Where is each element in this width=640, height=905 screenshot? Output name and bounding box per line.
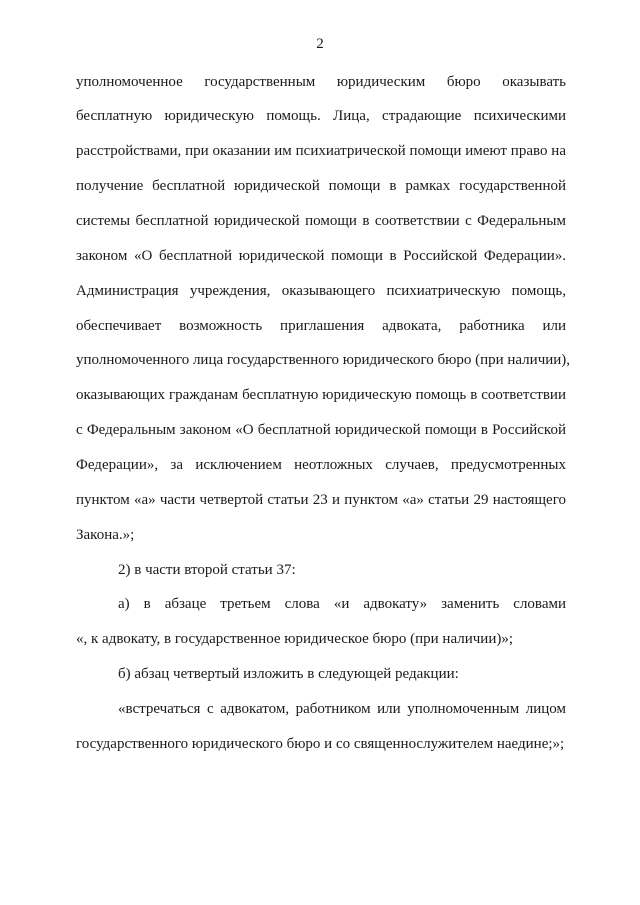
text-line: уполномоченное государственным юридическим бюро оказывать <box>76 74 566 90</box>
text-line: «, к адвокату, в государственное юридическое бюро (при наличии)»; <box>76 631 514 647</box>
text-line: б) абзац четвертый изложить в следующей редакции: <box>118 666 459 682</box>
text-line: оказывающих гражданам бесплатную юридическую помощь в соответствии <box>76 387 566 403</box>
text-line: уполномоченного лица государственного юридического бюро (при наличии), <box>76 352 571 368</box>
text-line: Федерации», за исключением неотложных случаев, предусмотренных <box>76 457 566 473</box>
text-line: 2) в части второй статьи 37: <box>118 562 296 578</box>
text-line: системы бесплатной юридической помощи в соответствии с Федеральным <box>76 213 566 229</box>
page-number: 2 <box>316 36 324 52</box>
text-line: «встречаться с адвокатом, работником или уполномоченным лицом <box>118 701 566 717</box>
text-line: государственного юридического бюро и со священнослужителем наедине;»; <box>76 736 565 752</box>
text-line: получение бесплатной юридической помощи в рамках государственной <box>76 178 566 194</box>
text-line: с Федеральным законом «О бесплатной юридической помощи в Российской <box>76 422 566 438</box>
text-line: а) в абзаце третьем слова «и адвокату» заменить словами <box>118 596 566 612</box>
text-line: расстройствами, при оказании им психиатрической помощи имеют право на <box>76 143 566 159</box>
text-line: законом «О бесплатной юридической помощи в Российской Федерации». <box>76 248 566 264</box>
text-line: обеспечивает возможность приглашения адвоката, работника или <box>76 318 566 334</box>
text-line: пунктом «а» части четвертой статьи 23 и пунктом «а» статьи 29 настоящего <box>76 492 566 508</box>
text-line: Администрация учреждения, оказывающего психиатрическую помощь, <box>76 283 566 299</box>
text-line: Закона.»; <box>76 527 135 543</box>
text-line: бесплатную юридическую помощь. Лица, страдающие психическими <box>76 108 566 124</box>
